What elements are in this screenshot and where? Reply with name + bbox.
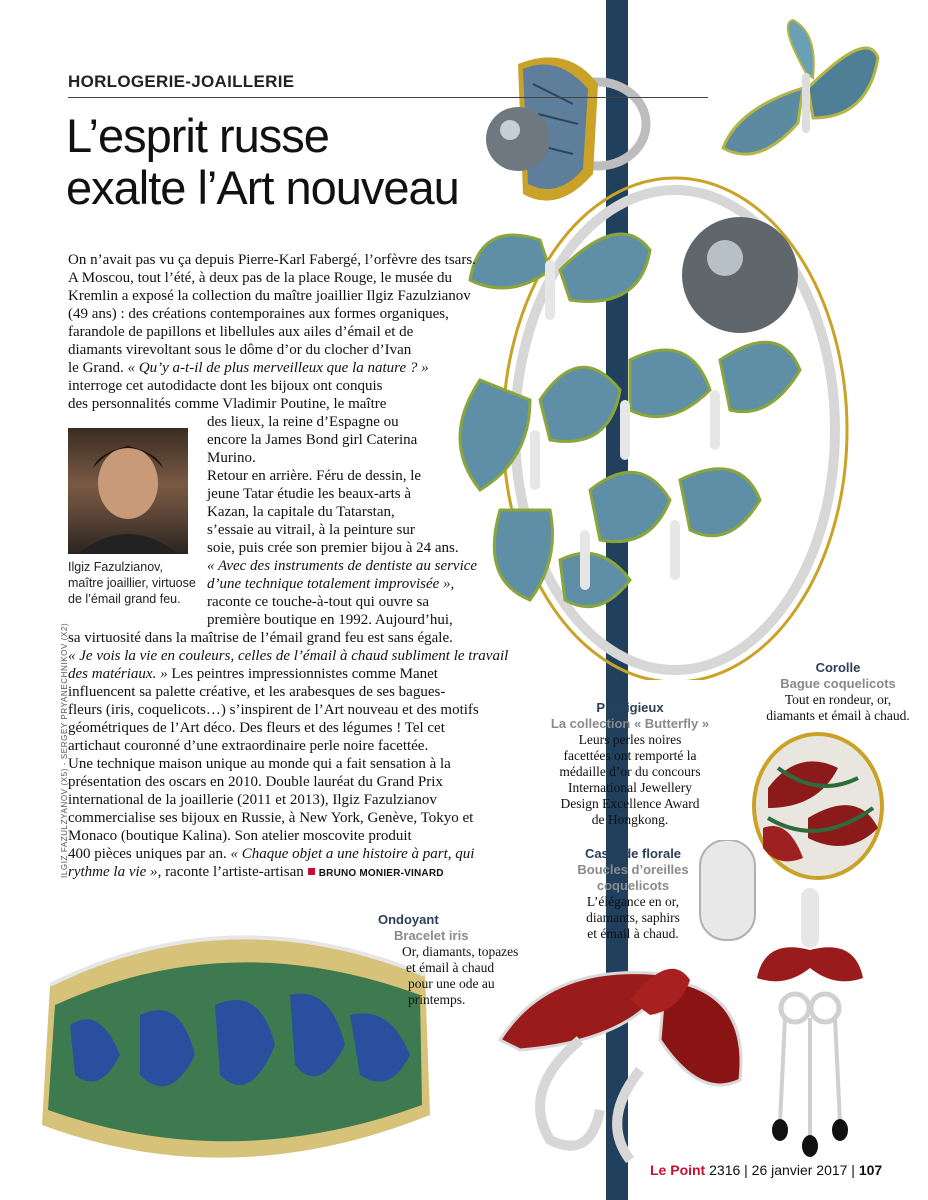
caption-subtitle: coquelicots <box>596 878 670 893</box>
article-quote: « Qu’y a-t-il de plus merveilleux que la nature ? » <box>127 360 429 376</box>
caption-cascade <box>548 846 718 942</box>
article-line: Kazan, la capitale du Tatarstan, <box>207 504 395 520</box>
portrait-caption <box>68 559 196 607</box>
caption-text-line: Or, diamants, topazes <box>402 944 519 959</box>
article-line <box>68 863 508 883</box>
caption-title: Prodigieux <box>596 700 664 715</box>
article-quote: « Chaque objet a une histoire à part, qui <box>230 846 475 862</box>
article-line: interroge cet autodidacte dont les bijoux ont conquis <box>68 378 383 394</box>
page-number: 107 <box>858 1162 883 1178</box>
caption-text-line: et émail à chaud <box>406 960 495 975</box>
article-line: Retour en arrière. Féru de dessin, le <box>207 468 422 484</box>
butterfly-pendant-image <box>440 160 900 680</box>
signature-marker <box>308 868 315 875</box>
caption-line: maître joaillier, virtuose <box>68 576 196 590</box>
article-line: On n’avait pas vu ça depuis Pierre-Karl Fabergé, l’orfèvre des tsars. <box>68 252 476 268</box>
caption-ondoyant <box>378 912 518 1008</box>
article-line: première boutique en 1992. Aujourd’hui, <box>207 612 453 628</box>
article-line: international de la joaillerie (2011 et 2013), Ilgiz Fazulzianov <box>68 792 437 808</box>
page-footer <box>650 1162 882 1178</box>
caption-subtitle: La collection « Butterfly » <box>550 716 710 731</box>
caption-title: Ondoyant <box>378 912 439 927</box>
article-line: s’essaie au vitrail, à la peinture sur <box>207 522 415 538</box>
article-line: commercialise ses bijoux en Russie, à New York, Genève, Tokyo et <box>68 810 474 826</box>
article-line: géométriques de l’Art déco. Des fleurs et des légumes ! Tel cet <box>68 720 445 736</box>
article-quote: « Avec des instruments de dentiste au service <box>207 558 478 574</box>
article-line <box>68 845 508 863</box>
caption-subtitle: Boucles d’oreilles <box>577 862 689 877</box>
article-line: Une technique maison unique au monde qui a fait sensation à la <box>68 756 451 772</box>
article-body-indented <box>207 413 477 629</box>
caption-text-line: diamants et émail à chaud. <box>766 708 910 723</box>
article-line: raconte ce touche-à-tout qui ouvre sa <box>207 594 429 610</box>
article-line <box>68 647 508 665</box>
caption-text-line: L’élégance en or, <box>586 894 680 909</box>
headline-line: exalte l’Art nouveau <box>66 161 459 214</box>
article-line: (49 ans) : des créations contemporaines aux formes organiques, <box>68 306 449 322</box>
caption-text-line: pour une ode au <box>408 976 495 991</box>
article-quote: rythme la vie » <box>68 864 158 880</box>
article-line <box>68 665 508 683</box>
caption-text-line: et émail à chaud. <box>587 926 679 941</box>
article-line: présentation des oscars en 2010. Double lauréat du Grand Prix <box>68 774 443 790</box>
caption-title: Corolle <box>815 660 861 675</box>
article-line: encore la James Bond girl Caterina <box>207 432 418 448</box>
article-quote: des matériaux. » <box>68 666 168 682</box>
article-text: Les peintres impressionnistes comme Manet <box>167 666 438 682</box>
header-rule <box>68 97 708 98</box>
caption-text-line: médaille d’or du concours <box>559 764 701 779</box>
article-quote: d’une technique totalement improvisée », <box>207 576 455 592</box>
article-text: le Grand. <box>68 360 128 376</box>
article-line: Kremlin a exposé la collection du maître joaillier Ilgiz Fazulzianov <box>68 288 471 304</box>
article-line <box>68 359 476 377</box>
caption-text-line: International Jewellery <box>567 780 693 795</box>
caption-text-line: de Hongkong. <box>591 812 669 827</box>
article-line: soie, puis crée son premier bijou à 24 ans. <box>207 540 459 556</box>
caption-prodigieux <box>530 700 730 828</box>
photo-credit: ILGIZ FAZULZYANOV (X5) - SERGEY PRYANECHNIKOV (X2) <box>60 622 69 878</box>
author-signature: BRUNO MONIER-VINARD <box>318 868 444 879</box>
butterfly-image <box>718 18 888 178</box>
article-body-top <box>68 251 476 413</box>
article-line <box>207 575 477 593</box>
article-line: influencent sa palette créative, et les arabesques de ses bagues- <box>68 684 446 700</box>
article-line <box>207 557 477 575</box>
magazine-brand: Le Point <box>650 1162 706 1178</box>
article-line: A Moscou, tout l’été, à deux pas de la place Rouge, le musée du <box>68 270 453 286</box>
article-line: jeune Tatar étudie les beaux-arts à <box>207 486 411 502</box>
article-line: diamants virevoltant sous le dôme d’or du clocher d’Ivan <box>68 342 412 358</box>
section-rubric: HORLOGERIE-JOAILLERIE <box>68 72 295 91</box>
caption-subtitle: Bague coquelicots <box>780 676 896 691</box>
article-line: farandole de papillons et libellules aux ailes d’émail et de <box>68 324 414 340</box>
caption-text-line: facettées ont remporté la <box>563 748 697 763</box>
caption-text-line: Tout en rondeur, or, <box>784 692 892 707</box>
article-line: Monaco (boutique Kalina). Son atelier moscovite produit <box>68 828 412 844</box>
article-line: des personnalités comme Vladimir Poutine, le maître <box>68 396 387 412</box>
caption-title: Cascade florale <box>584 846 682 861</box>
article-line: des lieux, la reine d’Espagne ou <box>207 414 399 430</box>
article-line: artichaut couronné d’une extraordinaire perle noire facettée. <box>68 738 429 754</box>
caption-corolle <box>758 660 918 724</box>
article-line: sa virtuosité dans la maîtrise de l’émail grand feu est sans égale. <box>68 630 453 646</box>
headline <box>66 110 459 214</box>
headline-line: L’esprit russe <box>66 109 329 162</box>
portrait-photo <box>68 428 188 554</box>
article-line: fleurs (iris, coquelicots…) s’inspirent de l’Art nouveau et des motifs <box>68 702 479 718</box>
caption-line: de l’émail grand feu. <box>68 592 181 606</box>
caption-text-line: diamants, saphirs <box>586 910 680 925</box>
caption-subtitle: Bracelet iris <box>394 928 469 943</box>
issue-info: 2316 | 26 janvier 2017 | <box>705 1162 859 1178</box>
article-line: Murino. <box>207 450 256 466</box>
caption-text-line: Leurs perles noires <box>578 732 682 747</box>
article-body-bottom <box>68 629 508 883</box>
caption-line: Ilgiz Fazulzianov, <box>68 560 163 574</box>
article-text: 400 pièces uniques par an. <box>68 846 231 862</box>
article-quote: « Je vois la vie en couleurs, celles de l’émail à chaud subliment le travail <box>68 648 509 664</box>
caption-text-line: Design Excellence Award <box>560 796 700 811</box>
article-text: , raconte l’artiste-artisan <box>157 864 304 880</box>
caption-text-line: printemps. <box>408 992 466 1007</box>
poppy-earring-small-image <box>755 888 865 1163</box>
